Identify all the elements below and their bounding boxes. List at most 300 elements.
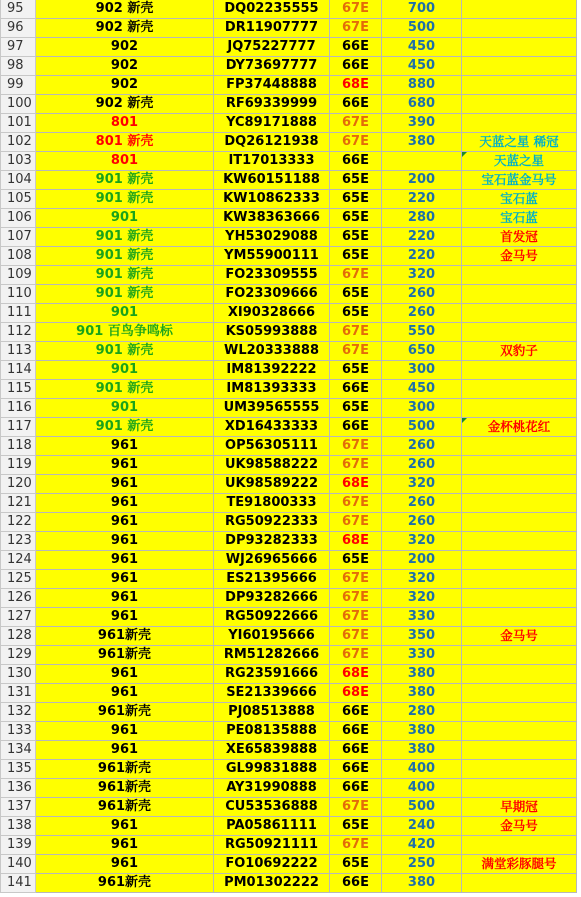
price-cell[interactable]: 220 — [382, 190, 462, 209]
row-header[interactable]: 106 — [1, 209, 36, 228]
grade-cell[interactable]: 65E — [330, 247, 382, 266]
row-header[interactable]: 105 — [1, 190, 36, 209]
row-header[interactable]: 134 — [1, 741, 36, 760]
grade-cell[interactable]: 65E — [330, 171, 382, 190]
grade-cell[interactable]: 67E — [330, 342, 382, 361]
note-cell[interactable] — [462, 570, 577, 589]
row-header[interactable]: 140 — [1, 855, 36, 874]
note-cell[interactable] — [462, 646, 577, 665]
price-cell[interactable]: 220 — [382, 228, 462, 247]
grade-cell[interactable]: 68E — [330, 475, 382, 494]
row-header[interactable]: 131 — [1, 684, 36, 703]
price-cell[interactable]: 380 — [382, 665, 462, 684]
grade-cell[interactable]: 66E — [330, 152, 382, 171]
note-cell[interactable] — [462, 437, 577, 456]
note-cell[interactable] — [462, 532, 577, 551]
comment-indicator-icon — [462, 418, 467, 423]
grade-cell[interactable]: 66E — [330, 779, 382, 798]
grade-cell[interactable]: 65E — [330, 551, 382, 570]
row-header[interactable]: 116 — [1, 399, 36, 418]
grade-cell[interactable]: 66E — [330, 380, 382, 399]
model-cell[interactable]: 961 — [36, 570, 214, 589]
row-header[interactable]: 112 — [1, 323, 36, 342]
note-cell[interactable] — [462, 380, 577, 399]
model-cell[interactable]: 902 — [36, 76, 214, 95]
price-cell[interactable]: 500 — [382, 798, 462, 817]
note-cell[interactable]: 双豹子 — [462, 342, 577, 361]
note-cell[interactable]: 金马号 — [462, 817, 577, 836]
price-cell[interactable]: 450 — [382, 57, 462, 76]
row-header[interactable]: 109 — [1, 266, 36, 285]
note-cell[interactable]: 天蓝之星 — [462, 152, 577, 171]
grade-cell[interactable]: 67E — [330, 589, 382, 608]
row-header[interactable]: 101 — [1, 114, 36, 133]
serial-cell[interactable]: UK98588222 — [214, 456, 330, 475]
row-header[interactable]: 123 — [1, 532, 36, 551]
price-cell[interactable]: 420 — [382, 836, 462, 855]
model-cell[interactable]: 902 新壳 — [36, 0, 214, 19]
model-cell[interactable]: 961 — [36, 513, 214, 532]
serial-cell[interactable]: XI90328666 — [214, 304, 330, 323]
model-cell[interactable]: 901 百鸟争鸣标 — [36, 323, 214, 342]
row-header[interactable]: 108 — [1, 247, 36, 266]
serial-cell[interactable]: RM51282666 — [214, 646, 330, 665]
note-cell[interactable] — [462, 665, 577, 684]
model-cell[interactable]: 902 新壳 — [36, 95, 214, 114]
row-header[interactable]: 113 — [1, 342, 36, 361]
serial-cell[interactable]: PJ08513888 — [214, 703, 330, 722]
model-cell[interactable]: 961 — [36, 494, 214, 513]
row-header[interactable]: 96 — [1, 19, 36, 38]
price-cell[interactable]: 450 — [382, 38, 462, 57]
note-cell[interactable] — [462, 741, 577, 760]
serial-cell[interactable]: OP56305111 — [214, 437, 330, 456]
grade-cell[interactable]: 67E — [330, 133, 382, 152]
grade-cell[interactable]: 66E — [330, 57, 382, 76]
serial-cell[interactable]: UK98589222 — [214, 475, 330, 494]
model-cell[interactable]: 961 — [36, 722, 214, 741]
model-cell[interactable]: 961新壳 — [36, 703, 214, 722]
model-cell[interactable]: 901 新壳 — [36, 285, 214, 304]
row-header[interactable]: 122 — [1, 513, 36, 532]
row-header[interactable]: 110 — [1, 285, 36, 304]
note-cell[interactable] — [462, 551, 577, 570]
serial-cell[interactable]: RG50922333 — [214, 513, 330, 532]
serial-cell[interactable]: RG50922666 — [214, 608, 330, 627]
note-cell[interactable] — [462, 703, 577, 722]
grade-cell[interactable]: 65E — [330, 399, 382, 418]
note-cell[interactable] — [462, 608, 577, 627]
grade-cell[interactable]: 65E — [330, 304, 382, 323]
serial-cell[interactable]: DQ02235555 — [214, 0, 330, 19]
model-cell[interactable]: 961 — [36, 475, 214, 494]
model-cell[interactable]: 901 — [36, 361, 214, 380]
price-cell[interactable]: 320 — [382, 266, 462, 285]
model-cell[interactable]: 901 新壳 — [36, 418, 214, 437]
table-row — [1, 456, 577, 475]
model-cell[interactable]: 902 — [36, 57, 214, 76]
note-cell[interactable] — [462, 456, 577, 475]
serial-cell[interactable]: FO10692222 — [214, 855, 330, 874]
price-cell[interactable]: 880 — [382, 76, 462, 95]
note-cell[interactable] — [462, 76, 577, 95]
row-header[interactable]: 132 — [1, 703, 36, 722]
grade-cell[interactable]: 68E — [330, 684, 382, 703]
grade-cell[interactable]: 67E — [330, 114, 382, 133]
model-cell[interactable]: 961新壳 — [36, 646, 214, 665]
row-header[interactable]: 125 — [1, 570, 36, 589]
grade-cell[interactable]: 65E — [330, 228, 382, 247]
note-cell[interactable] — [462, 722, 577, 741]
serial-cell[interactable]: FO23309555 — [214, 266, 330, 285]
model-cell[interactable]: 961新壳 — [36, 627, 214, 646]
price-cell[interactable]: 280 — [382, 703, 462, 722]
serial-cell[interactable]: DY73697777 — [214, 57, 330, 76]
note-cell[interactable] — [462, 19, 577, 38]
serial-cell[interactable]: SE21339666 — [214, 684, 330, 703]
model-cell[interactable]: 902 — [36, 38, 214, 57]
comment-indicator-icon — [462, 152, 467, 157]
model-cell[interactable]: 961 — [36, 589, 214, 608]
table-row — [1, 836, 577, 855]
serial-cell[interactable]: KW38363666 — [214, 209, 330, 228]
note-cell[interactable]: 金马号 — [462, 627, 577, 646]
table-row — [1, 95, 577, 114]
serial-cell[interactable]: IM81393333 — [214, 380, 330, 399]
grade-cell[interactable]: 65E — [330, 817, 382, 836]
price-cell[interactable]: 200 — [382, 171, 462, 190]
price-cell[interactable]: 350 — [382, 627, 462, 646]
serial-cell[interactable]: RG23591666 — [214, 665, 330, 684]
price-cell[interactable]: 320 — [382, 589, 462, 608]
row-header[interactable]: 100 — [1, 95, 36, 114]
model-cell[interactable]: 961 — [36, 855, 214, 874]
model-cell[interactable]: 961 — [36, 684, 214, 703]
grade-cell[interactable]: 66E — [330, 418, 382, 437]
price-cell[interactable]: 550 — [382, 323, 462, 342]
grade-cell[interactable]: 67E — [330, 646, 382, 665]
serial-cell[interactable]: KS05993888 — [214, 323, 330, 342]
row-header[interactable]: 117 — [1, 418, 36, 437]
grade-cell[interactable]: 66E — [330, 760, 382, 779]
row-header[interactable]: 107 — [1, 228, 36, 247]
model-cell[interactable]: 961新壳 — [36, 874, 214, 893]
model-cell[interactable]: 901 新壳 — [36, 266, 214, 285]
grade-cell[interactable]: 67E — [330, 836, 382, 855]
serial-cell[interactable]: XD16433333 — [214, 418, 330, 437]
grade-cell[interactable]: 66E — [330, 703, 382, 722]
serial-cell[interactable]: JQ75227777 — [214, 38, 330, 57]
note-cell[interactable]: 首发冠 — [462, 228, 577, 247]
serial-cell[interactable]: FO23309666 — [214, 285, 330, 304]
grade-cell[interactable]: 67E — [330, 494, 382, 513]
model-cell[interactable]: 902 新壳 — [36, 19, 214, 38]
price-cell[interactable]: 300 — [382, 399, 462, 418]
grade-cell[interactable]: 65E — [330, 361, 382, 380]
grade-cell[interactable]: 67E — [330, 608, 382, 627]
price-cell[interactable]: 680 — [382, 95, 462, 114]
price-cell[interactable]: 380 — [382, 133, 462, 152]
serial-cell[interactable]: GL99831888 — [214, 760, 330, 779]
price-cell[interactable]: 450 — [382, 380, 462, 399]
serial-cell[interactable]: UM39565555 — [214, 399, 330, 418]
model-cell[interactable]: 961 — [36, 532, 214, 551]
table-row — [1, 437, 577, 456]
note-cell[interactable] — [462, 57, 577, 76]
price-cell[interactable]: 380 — [382, 741, 462, 760]
row-header[interactable]: 137 — [1, 798, 36, 817]
table-row — [1, 703, 577, 722]
serial-cell[interactable]: AY31990888 — [214, 779, 330, 798]
model-cell[interactable]: 961 — [36, 836, 214, 855]
serial-cell[interactable]: CU53536888 — [214, 798, 330, 817]
serial-cell[interactable]: RG50921111 — [214, 836, 330, 855]
row-header[interactable]: 133 — [1, 722, 36, 741]
price-cell[interactable]: 250 — [382, 855, 462, 874]
row-header[interactable]: 121 — [1, 494, 36, 513]
note-cell[interactable] — [462, 266, 577, 285]
price-cell[interactable]: 330 — [382, 608, 462, 627]
row-header[interactable]: 139 — [1, 836, 36, 855]
model-cell[interactable]: 961 — [36, 437, 214, 456]
row-header[interactable]: 130 — [1, 665, 36, 684]
grade-cell[interactable]: 65E — [330, 285, 382, 304]
note-cell[interactable]: 金马号 — [462, 247, 577, 266]
grade-cell[interactable]: 66E — [330, 722, 382, 741]
grade-cell[interactable]: 68E — [330, 76, 382, 95]
note-cell[interactable]: 早期冠 — [462, 798, 577, 817]
serial-cell[interactable]: YI60195666 — [214, 627, 330, 646]
note-cell[interactable] — [462, 95, 577, 114]
model-cell[interactable]: 961 — [36, 817, 214, 836]
row-header[interactable]: 135 — [1, 760, 36, 779]
model-cell[interactable]: 961新壳 — [36, 798, 214, 817]
grade-cell[interactable]: 66E — [330, 874, 382, 893]
serial-cell[interactable]: XE65839888 — [214, 741, 330, 760]
row-header[interactable]: 120 — [1, 475, 36, 494]
serial-cell[interactable]: TE91800333 — [214, 494, 330, 513]
model-cell[interactable]: 961新壳 — [36, 760, 214, 779]
row-header[interactable]: 129 — [1, 646, 36, 665]
row-header[interactable]: 126 — [1, 589, 36, 608]
price-cell[interactable]: 240 — [382, 817, 462, 836]
row-header[interactable]: 111 — [1, 304, 36, 323]
row-header[interactable]: 98 — [1, 57, 36, 76]
price-cell[interactable]: 280 — [382, 209, 462, 228]
row-header[interactable]: 141 — [1, 874, 36, 893]
model-cell[interactable]: 801 — [36, 114, 214, 133]
model-cell[interactable]: 961 — [36, 456, 214, 475]
row-header[interactable]: 99 — [1, 76, 36, 95]
note-cell[interactable]: 天蓝之星 稀冠 — [462, 133, 577, 152]
row-header[interactable]: 114 — [1, 361, 36, 380]
price-cell[interactable]: 380 — [382, 722, 462, 741]
grade-cell[interactable]: 65E — [330, 855, 382, 874]
price-cell[interactable]: 320 — [382, 570, 462, 589]
model-cell[interactable]: 961 — [36, 665, 214, 684]
grade-cell[interactable]: 67E — [330, 570, 382, 589]
price-cell[interactable]: 320 — [382, 475, 462, 494]
row-header[interactable]: 118 — [1, 437, 36, 456]
note-cell[interactable] — [462, 836, 577, 855]
note-cell[interactable] — [462, 285, 577, 304]
model-cell[interactable]: 901 — [36, 399, 214, 418]
note-cell[interactable] — [462, 399, 577, 418]
price-cell[interactable] — [382, 152, 462, 171]
grade-cell[interactable]: 67E — [330, 798, 382, 817]
serial-cell[interactable]: YH53029088 — [214, 228, 330, 247]
grade-cell[interactable]: 67E — [330, 19, 382, 38]
price-cell[interactable]: 390 — [382, 114, 462, 133]
price-cell[interactable]: 300 — [382, 361, 462, 380]
model-cell[interactable]: 801 新壳 — [36, 133, 214, 152]
grade-cell[interactable]: 66E — [330, 38, 382, 57]
note-cell[interactable] — [462, 304, 577, 323]
grade-cell[interactable]: 65E — [330, 190, 382, 209]
model-cell[interactable]: 901 — [36, 304, 214, 323]
grade-cell[interactable]: 68E — [330, 665, 382, 684]
note-cell[interactable]: 满堂彩豚腿号 — [462, 855, 577, 874]
serial-cell[interactable]: WJ26965666 — [214, 551, 330, 570]
price-cell[interactable]: 260 — [382, 304, 462, 323]
serial-cell[interactable]: WL20333888 — [214, 342, 330, 361]
grade-cell[interactable]: 68E — [330, 532, 382, 551]
grade-cell[interactable]: 67E — [330, 0, 382, 19]
note-cell[interactable] — [462, 760, 577, 779]
price-cell[interactable]: 500 — [382, 418, 462, 437]
model-cell[interactable]: 961 — [36, 608, 214, 627]
table-row — [1, 19, 577, 38]
serial-cell[interactable]: IT17013333 — [214, 152, 330, 171]
serial-cell[interactable]: DQ26121938 — [214, 133, 330, 152]
serial-cell[interactable]: PE08135888 — [214, 722, 330, 741]
grade-cell[interactable]: 67E — [330, 456, 382, 475]
model-cell[interactable]: 801 — [36, 152, 214, 171]
price-cell[interactable]: 700 — [382, 0, 462, 19]
price-cell[interactable]: 220 — [382, 247, 462, 266]
row-header[interactable]: 102 — [1, 133, 36, 152]
row-header[interactable]: 104 — [1, 171, 36, 190]
grade-cell[interactable]: 67E — [330, 627, 382, 646]
note-cell[interactable]: 宝石蓝 — [462, 209, 577, 228]
serial-cell[interactable]: YC89171888 — [214, 114, 330, 133]
model-cell[interactable]: 901 新壳 — [36, 228, 214, 247]
grade-cell[interactable]: 67E — [330, 513, 382, 532]
grade-cell[interactable]: 67E — [330, 323, 382, 342]
note-cell[interactable]: 金杯桃花红 — [462, 418, 577, 437]
note-cell[interactable] — [462, 38, 577, 57]
table-row — [1, 247, 577, 266]
table-row — [1, 475, 577, 494]
grade-cell[interactable]: 66E — [330, 95, 382, 114]
price-cell[interactable]: 330 — [382, 646, 462, 665]
row-header[interactable]: 97 — [1, 38, 36, 57]
note-cell[interactable] — [462, 494, 577, 513]
row-header[interactable]: 136 — [1, 779, 36, 798]
price-cell[interactable]: 260 — [382, 494, 462, 513]
price-cell[interactable]: 200 — [382, 551, 462, 570]
row-header[interactable]: 103 — [1, 152, 36, 171]
table-row — [1, 779, 577, 798]
serial-cell[interactable]: IM81392222 — [214, 361, 330, 380]
price-cell[interactable]: 380 — [382, 874, 462, 893]
price-cell[interactable]: 260 — [382, 513, 462, 532]
table-row — [1, 551, 577, 570]
serial-cell[interactable]: DP93282666 — [214, 589, 330, 608]
note-cell[interactable] — [462, 114, 577, 133]
model-cell[interactable]: 901 新壳 — [36, 342, 214, 361]
row-header[interactable]: 127 — [1, 608, 36, 627]
model-cell[interactable]: 901 新壳 — [36, 247, 214, 266]
serial-cell[interactable]: DP93282333 — [214, 532, 330, 551]
table-row — [1, 133, 577, 152]
note-cell[interactable] — [462, 513, 577, 532]
model-cell[interactable]: 961新壳 — [36, 779, 214, 798]
note-cell[interactable] — [462, 361, 577, 380]
price-cell[interactable]: 260 — [382, 437, 462, 456]
serial-cell[interactable]: RF69339999 — [214, 95, 330, 114]
note-cell[interactable]: 宝石蓝金马号 — [462, 171, 577, 190]
note-cell[interactable] — [462, 684, 577, 703]
note-cell[interactable]: 宝石蓝 — [462, 190, 577, 209]
model-cell[interactable]: 961 — [36, 741, 214, 760]
serial-cell[interactable]: YM55900111 — [214, 247, 330, 266]
price-cell[interactable]: 400 — [382, 779, 462, 798]
price-cell[interactable]: 400 — [382, 760, 462, 779]
grade-cell[interactable]: 67E — [330, 437, 382, 456]
serial-cell[interactable]: KW60151188 — [214, 171, 330, 190]
note-cell[interactable] — [462, 874, 577, 893]
serial-cell[interactable]: FP37448888 — [214, 76, 330, 95]
row-header[interactable]: 124 — [1, 551, 36, 570]
table-row — [1, 285, 577, 304]
row-header[interactable]: 95 — [1, 0, 36, 19]
note-cell[interactable] — [462, 779, 577, 798]
model-cell[interactable]: 901 新壳 — [36, 380, 214, 399]
row-header[interactable]: 115 — [1, 380, 36, 399]
row-header[interactable]: 128 — [1, 627, 36, 646]
model-cell[interactable]: 901 — [36, 209, 214, 228]
note-cell[interactable] — [462, 475, 577, 494]
table-row — [1, 76, 577, 95]
price-cell[interactable]: 500 — [382, 19, 462, 38]
table-row — [1, 399, 577, 418]
grade-cell[interactable]: 67E — [330, 266, 382, 285]
price-cell[interactable]: 320 — [382, 532, 462, 551]
serial-cell[interactable]: DR11907777 — [214, 19, 330, 38]
row-header[interactable]: 138 — [1, 817, 36, 836]
table-row — [1, 722, 577, 741]
grade-cell[interactable]: 66E — [330, 741, 382, 760]
model-cell[interactable]: 901 新壳 — [36, 171, 214, 190]
note-cell[interactable] — [462, 0, 577, 19]
price-cell[interactable]: 380 — [382, 684, 462, 703]
price-cell[interactable]: 260 — [382, 456, 462, 475]
serial-cell[interactable]: KW10862333 — [214, 190, 330, 209]
model-cell[interactable]: 901 新壳 — [36, 190, 214, 209]
serial-cell[interactable]: PA05861111 — [214, 817, 330, 836]
model-cell[interactable]: 961 — [36, 551, 214, 570]
grade-cell[interactable]: 65E — [330, 209, 382, 228]
serial-cell[interactable]: ES21395666 — [214, 570, 330, 589]
note-cell[interactable] — [462, 323, 577, 342]
price-cell[interactable]: 260 — [382, 285, 462, 304]
table-row — [1, 0, 577, 19]
price-cell[interactable]: 650 — [382, 342, 462, 361]
note-cell[interactable] — [462, 589, 577, 608]
row-header[interactable]: 119 — [1, 456, 36, 475]
serial-cell[interactable]: PM01302222 — [214, 874, 330, 893]
